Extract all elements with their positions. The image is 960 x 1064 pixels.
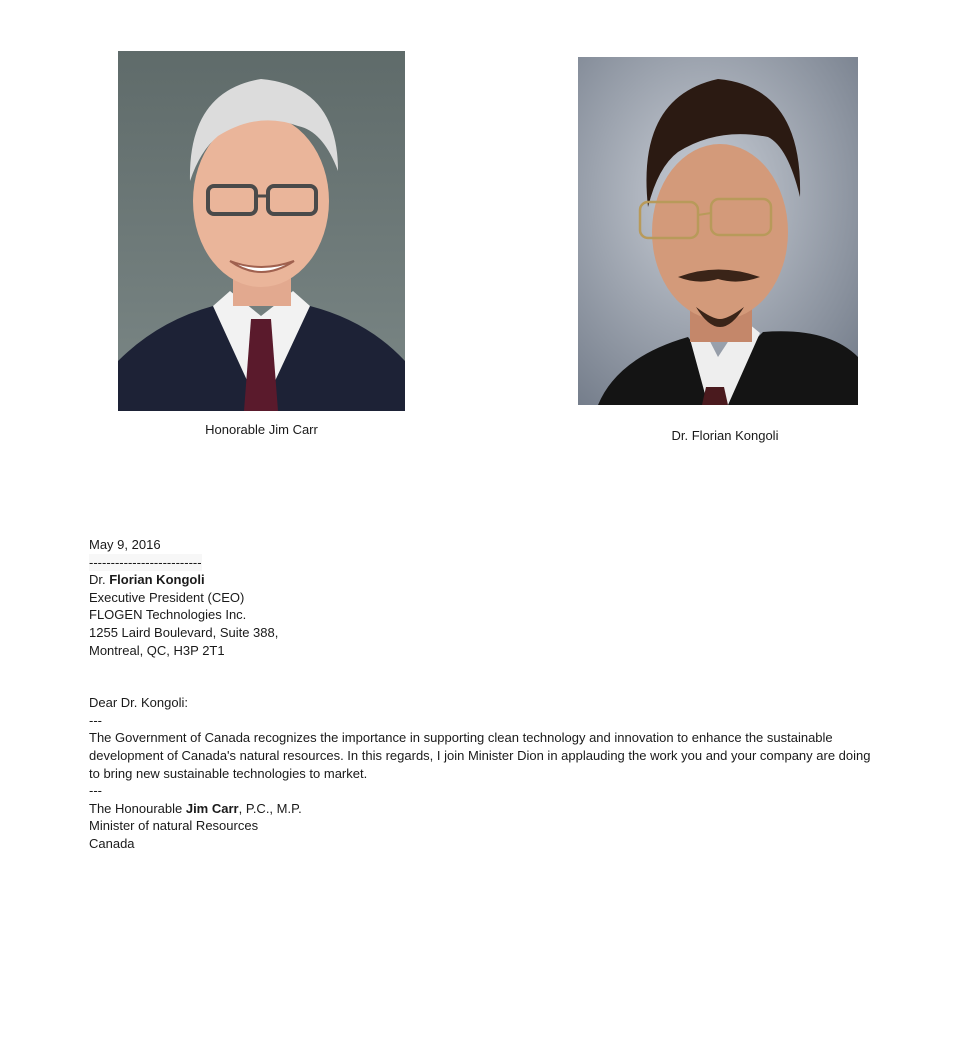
signature-position: Minister of natural Resources bbox=[89, 818, 259, 834]
recipient-title: Executive President (CEO) bbox=[89, 589, 245, 605]
letter bbox=[89, 536, 879, 853]
signature-suffix: , P.C., M.P. bbox=[238, 800, 302, 816]
salutation: Dear Dr. Kongoli: bbox=[89, 695, 188, 711]
recipient-address-line1: 1255 Laird Boulevard, Suite 388, bbox=[89, 624, 279, 640]
separator-line bbox=[89, 554, 879, 572]
signature-country: Canada bbox=[89, 835, 135, 851]
signature-name-line bbox=[89, 800, 879, 818]
signature-prefix: The Honourable bbox=[89, 800, 186, 816]
short-separator: --- bbox=[89, 712, 102, 728]
portrait-florian-kongoli bbox=[578, 57, 858, 405]
separator-dashes: -------------------------- bbox=[89, 554, 202, 570]
recipient-company: FLOGEN Technologies Inc. bbox=[89, 607, 247, 623]
caption-jim-carr: Honorable Jim Carr bbox=[205, 422, 318, 437]
recipient-address-line2: Montreal, QC, H3P 2T1 bbox=[89, 642, 225, 658]
short-separator-2: --- bbox=[89, 783, 102, 799]
caption-florian-kongoli: Dr. Florian Kongoli bbox=[671, 428, 779, 443]
portrait-jim-carr bbox=[118, 51, 405, 411]
recipient-name-line bbox=[89, 571, 879, 589]
signature-name: Jim Carr bbox=[185, 800, 239, 816]
recipient-name: Florian Kongoli bbox=[109, 572, 205, 588]
recipient-prefix: Dr. bbox=[89, 572, 110, 588]
letter-date: May 9, 2016 bbox=[89, 537, 161, 552]
letter-body: The Government of Canada recognizes the importance in supporting clean technology and innovation to enhance the sustainable development of Canada's natural resources. In this regards, I join Minister Dion in applauding the work you and your company are doing to bring new sustainable technologies to market. bbox=[89, 730, 875, 781]
